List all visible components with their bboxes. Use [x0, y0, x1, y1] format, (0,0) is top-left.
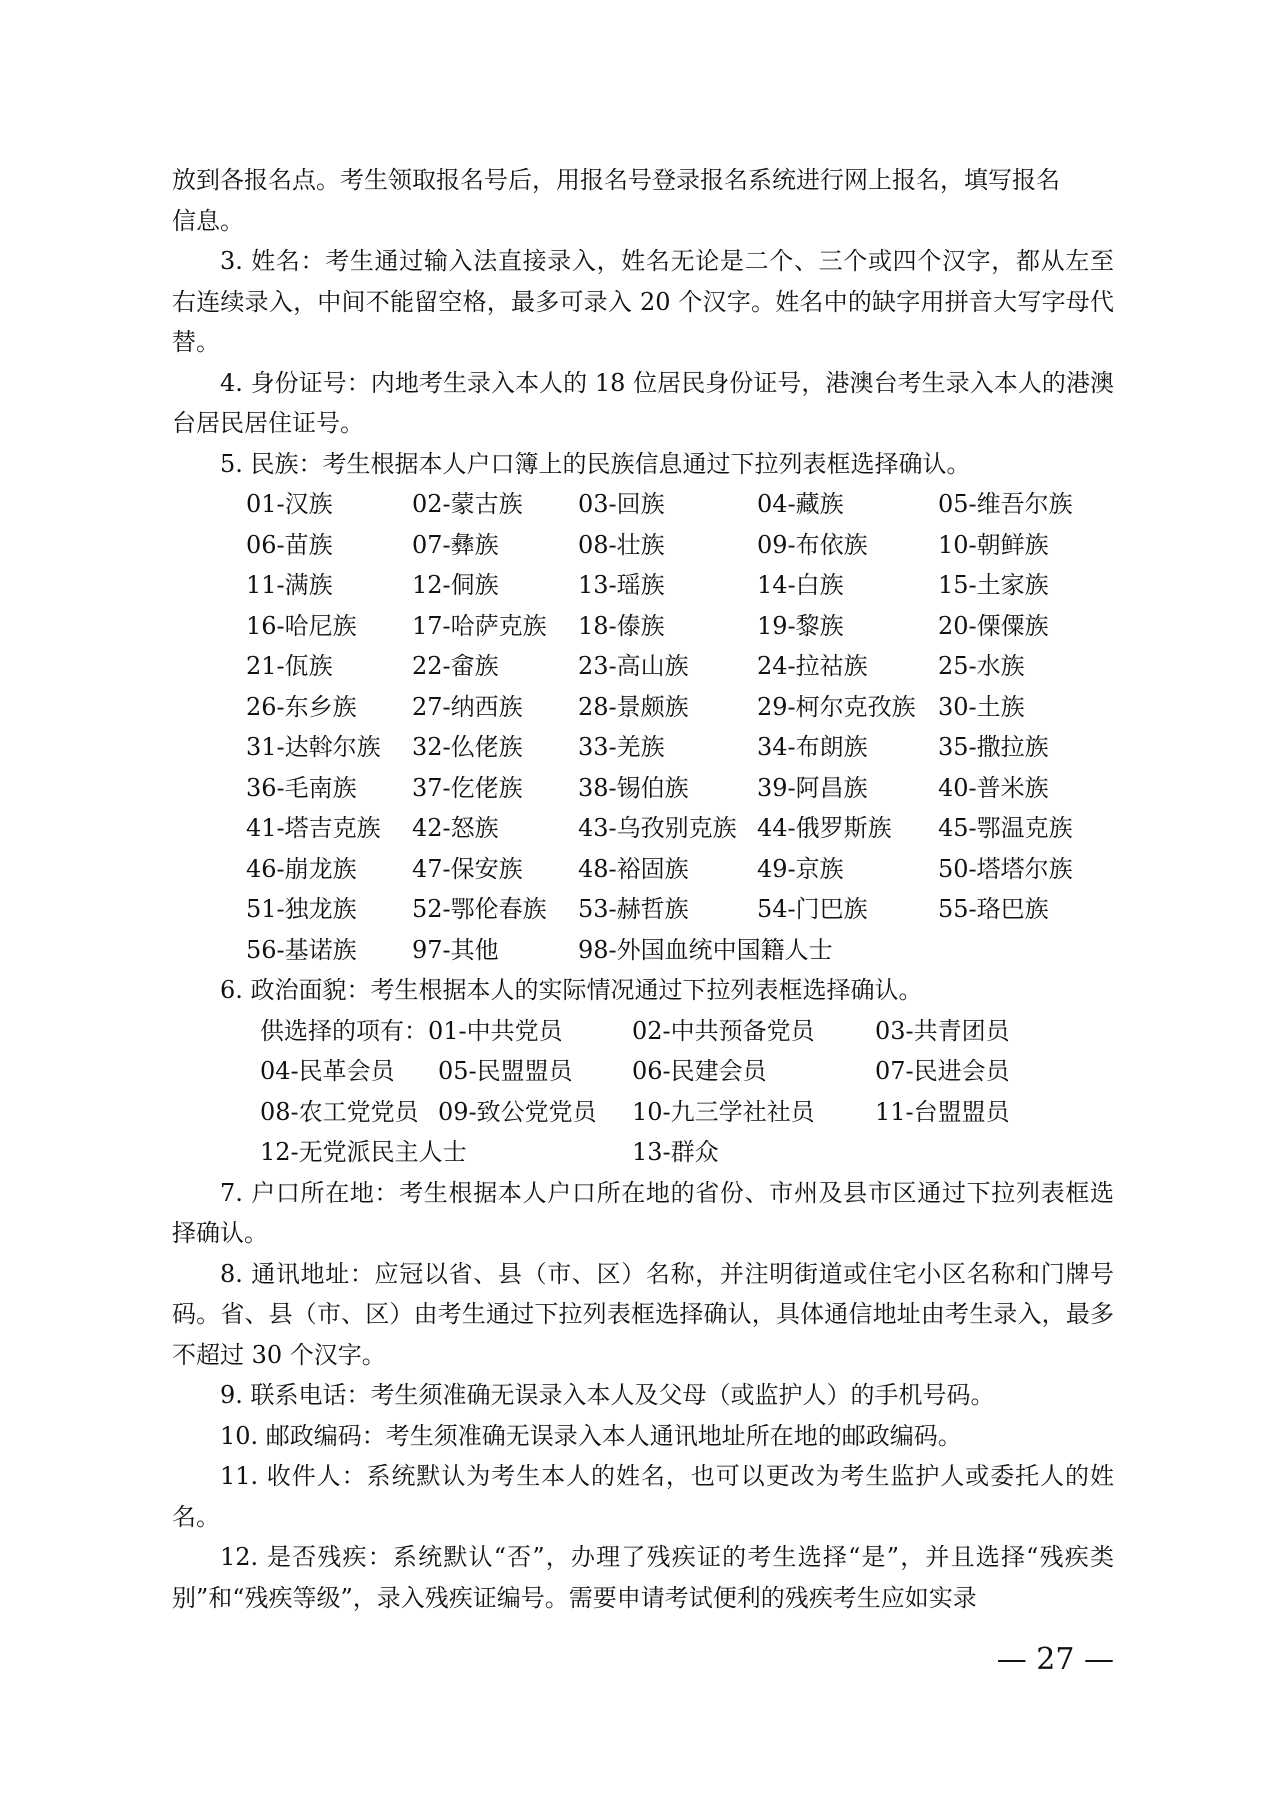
ethnicity-option: 22-畲族	[412, 652, 499, 680]
ethnicity-option: 29-柯尔克孜族	[757, 692, 916, 721]
ethnicity-option: 53-赫哲族	[578, 895, 689, 923]
ethnicity-option: 06-苗族	[246, 530, 333, 559]
political-option: 07-民进会员	[875, 1057, 1010, 1085]
item-3-name: 3. 姓名：考生通过输入法直接录入，姓名无论是二个、三个或四个汉字，都从左至右连续录入，中间不能留空格，最多可录入 20 个汉字。姓名中的缺字用拼音大写字母代替。	[172, 247, 1114, 356]
item-12-disability: 12. 是否残疾：系统默认“否”，办理了残疾证的考生选择“是”，并且选择“残疾类别”和“残疾等级”，录入残疾证编号。需要申请考试便利的残疾考生应如实录	[172, 1543, 1114, 1612]
political-option: 08-农工党党员	[260, 1097, 419, 1126]
ethnicity-option: 09-布依族	[757, 530, 868, 559]
ethnicity-option: 34-布朗族	[757, 733, 868, 761]
item-10-postal-code: 10. 邮政编码：考生须准确无误录入本人通讯地址所在地的邮政编码。	[220, 1421, 962, 1450]
ethnicity-option: 97-其他	[412, 935, 499, 964]
political-option: 12-无党派民主人士	[260, 1138, 467, 1166]
ethnicity-option: 18-傣族	[578, 611, 665, 640]
ethnicity-option: 48-裕固族	[578, 854, 689, 883]
political-status-options-list	[260, 1011, 1114, 1173]
ethnicity-option: 27-纳西族	[412, 692, 523, 721]
ethnicity-option: 42-怒族	[412, 814, 499, 842]
ethnicity-option: 49-京族	[757, 854, 844, 883]
political-option: 03-共青团员	[875, 1016, 1010, 1045]
ethnicity-option: 30-土族	[938, 692, 1025, 721]
ethnicity-option: 13-瑶族	[578, 571, 665, 599]
political-option: 13-群众	[632, 1138, 719, 1166]
ethnicity-option: 35-撒拉族	[938, 733, 1049, 761]
ethnicity-option: 01-汉族	[246, 490, 333, 518]
item-11-recipient: 11. 收件人：系统默认为考生本人的姓名，也可以更改为考生监护人或委托人的姓名。	[172, 1462, 1114, 1531]
ethnicity-option: 37-仡佬族	[412, 773, 523, 802]
political-option: 10-九三学社社员	[632, 1097, 815, 1126]
item-6-political-status: 6. 政治面貌：考生根据本人的实际情况通过下拉列表框选择确认。	[220, 976, 923, 1004]
ethnicity-option: 54-门巴族	[757, 895, 868, 923]
ethnicity-option: 44-俄罗斯族	[757, 814, 892, 842]
page-number: — 27 —	[996, 1642, 1114, 1677]
item-8-mailing-address: 8. 通讯地址：应冠以省、县（市、区）名称，并注明街道或住宅小区名称和门牌号码。省、县（市、区）由考生通过下拉列表框选择确认，具体通信地址由考生录入，最多不超过 30 个汉字。	[172, 1259, 1114, 1369]
ethnicity-option: 56-基诺族	[246, 935, 357, 964]
political-option: 09-致公党党员	[438, 1097, 597, 1126]
ethnicity-option: 21-佤族	[246, 652, 333, 680]
ethnicity-option: 51-独龙族	[246, 895, 357, 923]
ethnicity-options-list	[246, 484, 1114, 970]
ethnicity-option: 15-土家族	[938, 571, 1049, 599]
ethnicity-option: 33-羌族	[578, 733, 665, 761]
ethnicity-option: 07-彝族	[412, 530, 499, 559]
item-7-household-location: 7. 户口所在地：考生根据本人户口所在地的省份、市州及县市区通过下拉列表框选择确认。	[172, 1178, 1114, 1247]
ethnicity-option: 45-鄂温克族	[938, 814, 1073, 842]
political-option: 11-台盟盟员	[875, 1097, 1010, 1126]
ethnicity-option: 31-达斡尔族	[246, 733, 381, 761]
ethnicity-option: 05-维吾尔族	[938, 490, 1073, 518]
ethnicity-option: 11-满族	[246, 571, 333, 599]
political-option: 06-民建会员	[632, 1057, 767, 1085]
ethnicity-option: 12-侗族	[412, 571, 499, 599]
continued-paragraph-line-1: 放到各报名点。考生领取报名号后，用报名号登录报名系统进行网上报名，填写报名	[172, 166, 1060, 194]
political-option: 04-民革会员	[260, 1057, 395, 1085]
ethnicity-option: 08-壮族	[578, 530, 665, 559]
ethnicity-option: 17-哈萨克族	[412, 611, 547, 640]
ethnicity-option: 24-拉祜族	[757, 652, 868, 680]
ethnicity-option: 32-仫佬族	[412, 733, 523, 761]
ethnicity-option: 43-乌孜别克族	[578, 814, 737, 842]
item-5-ethnicity: 5. 民族：考生根据本人户口簿上的民族信息通过下拉列表框选择确认。	[220, 449, 971, 478]
ethnicity-option: 38-锡伯族	[578, 773, 689, 802]
ethnicity-option: 98-外国血统中国籍人士	[578, 935, 833, 964]
ethnicity-option: 52-鄂伦春族	[412, 895, 547, 923]
ethnicity-option: 26-东乡族	[246, 692, 357, 721]
item-4-id-number: 4. 身份证号：内地考生录入本人的 18 位居民身份证号，港澳台考生录入本人的港澳台居民居住证号。	[172, 368, 1114, 437]
ethnicity-option: 10-朝鲜族	[938, 530, 1049, 559]
ethnicity-option: 23-高山族	[578, 652, 689, 680]
ethnicity-option: 47-保安族	[412, 854, 523, 883]
continued-paragraph-line-2: 信息。	[172, 206, 244, 235]
ethnicity-option: 20-傈僳族	[938, 611, 1049, 640]
political-option: 02-中共预备党员	[632, 1016, 815, 1045]
ethnicity-option: 25-水族	[938, 652, 1025, 680]
ethnicity-option: 46-崩龙族	[246, 854, 357, 883]
ethnicity-option: 03-回族	[578, 490, 665, 518]
ethnicity-option: 14-白族	[757, 571, 844, 599]
page-content	[172, 160, 1114, 1618]
ethnicity-option: 16-哈尼族	[246, 611, 357, 640]
ethnicity-option: 36-毛南族	[246, 773, 357, 802]
ethnicity-option: 55-珞巴族	[938, 895, 1049, 923]
ethnicity-option: 40-普米族	[938, 773, 1049, 802]
ethnicity-option: 02-蒙古族	[412, 490, 523, 518]
ethnicity-option: 04-藏族	[757, 490, 844, 518]
ethnicity-option: 50-塔塔尔族	[938, 854, 1073, 883]
political-option: 05-民盟盟员	[438, 1057, 573, 1085]
ethnicity-option: 28-景颇族	[578, 692, 689, 721]
ethnicity-option: 41-塔吉克族	[246, 814, 381, 842]
item-9-phone: 9. 联系电话：考生须准确无误录入本人及父母（或监护人）的手机号码。	[220, 1381, 995, 1409]
political-option: 供选择的项有：01-中共党员	[260, 1016, 563, 1045]
ethnicity-option: 19-黎族	[757, 611, 844, 640]
ethnicity-option: 39-阿昌族	[757, 773, 868, 802]
